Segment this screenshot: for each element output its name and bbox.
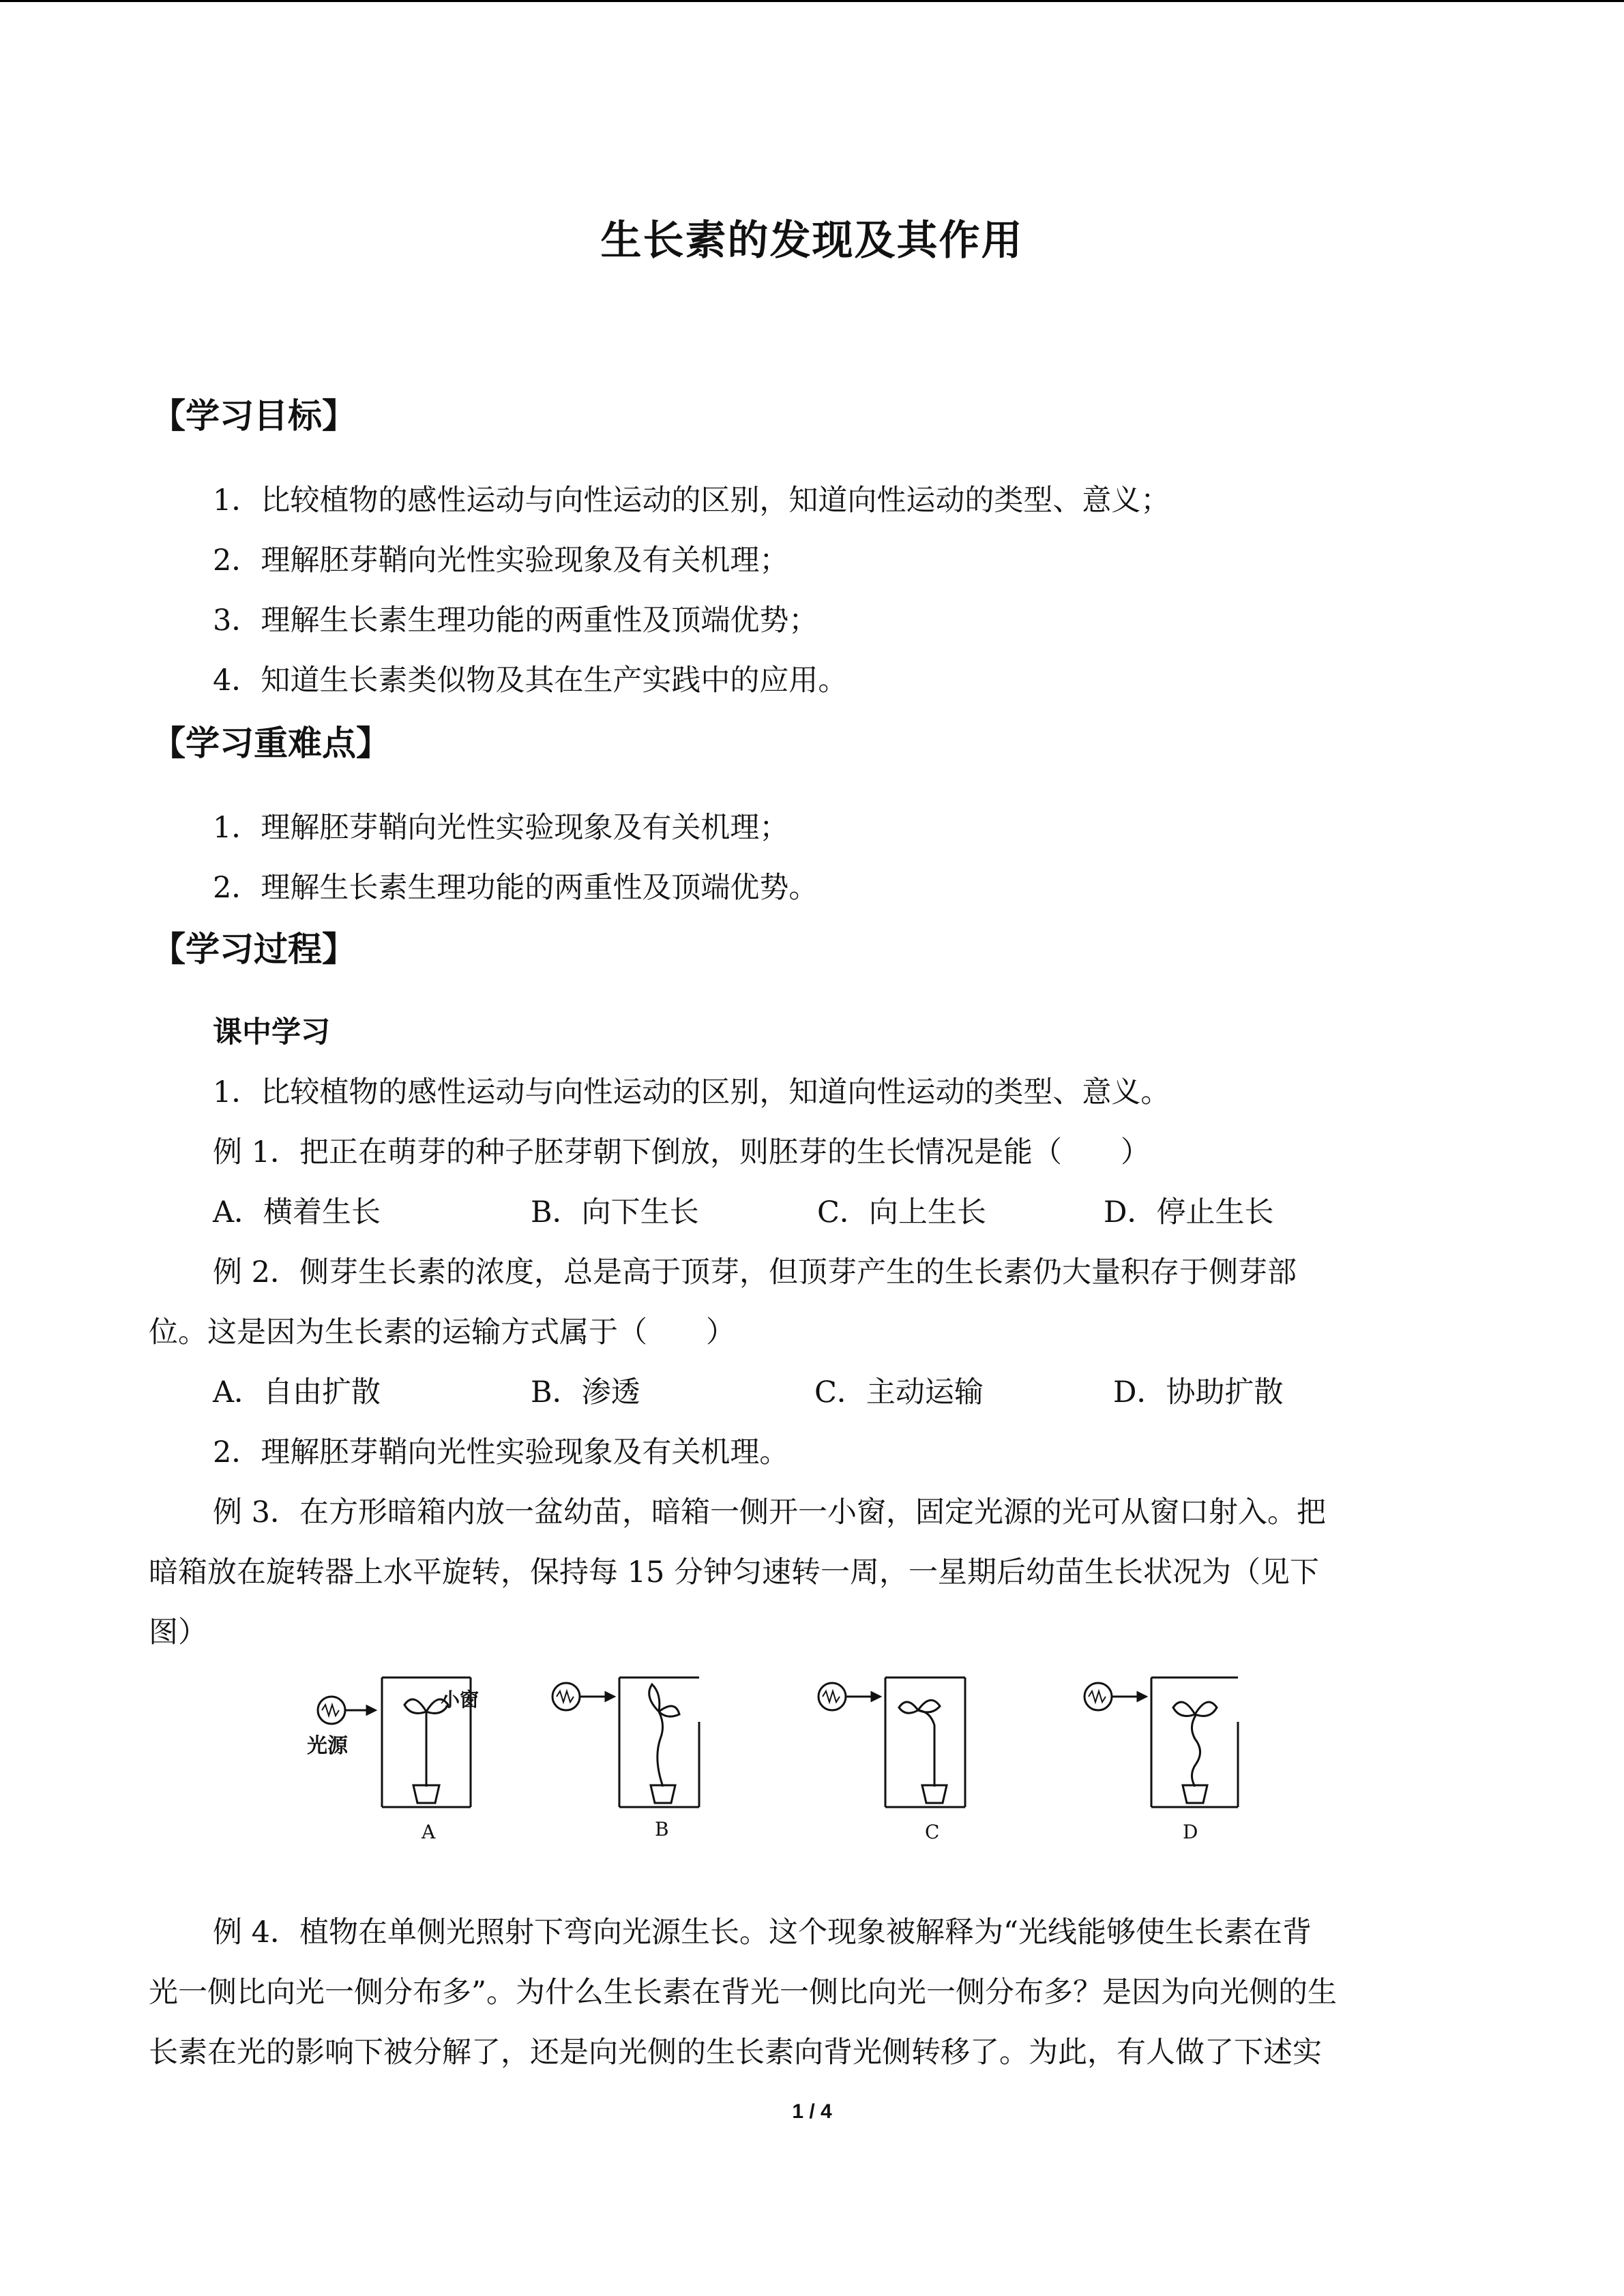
heading-process: 【学习过程】: [151, 929, 356, 969]
panel-label-d: D: [1183, 1821, 1198, 1843]
seedling-figure: [307, 1664, 1344, 1855]
example-1-option-b: B．向下生长: [531, 1195, 699, 1229]
example-2-option-c: C．主动运输: [814, 1375, 984, 1410]
objective-item-4: 4．知道生长素类似物及其在生产实践中的应用。: [213, 664, 848, 698]
example-1-stem: 例 1．把正在萌芽的种子胚芽朝下倒放，则胚芽的生长情况是能（ ）: [213, 1135, 1151, 1169]
example-3-line-3: 图）: [149, 1615, 207, 1650]
panel-label-a: A: [422, 1821, 436, 1843]
example-2-stem-line-1: 例 2．侧芽生长素的浓度，总是高于顶芽，但顶芽产生的生长素仍大量积存于侧芽部: [213, 1255, 1297, 1289]
example-3-line-2: 暗箱放在旋转器上水平旋转，保持每 15 分钟匀速转一周，一星期后幼苗生长状况为（见下: [149, 1555, 1320, 1590]
subheading-in-class: 课中学习: [213, 1015, 330, 1049]
panel-d: [1084, 1678, 1238, 1807]
objective-item-2: 2．理解胚芽鞘向光性实验现象及有关机理；: [213, 543, 789, 578]
process-point-2: 2．理解胚芽鞘向光性实验现象及有关机理。: [213, 1435, 789, 1470]
example-2-stem-line-2: 位。这是因为生长素的运输方式属于（ ）: [149, 1315, 735, 1350]
objective-item-1: 1．比较植物的感性运动与向性运动的区别，知道向性运动的类型、意义；: [213, 483, 1170, 518]
keypoint-item-2: 2．理解生长素生理功能的两重性及顶端优势。: [213, 871, 818, 905]
heading-objectives: 【学习目标】: [151, 396, 356, 436]
panel-b: [552, 1678, 699, 1807]
example-1-option-d: D．停止生长: [1104, 1195, 1274, 1229]
example-2-option-d: D．协助扩散: [1113, 1375, 1284, 1410]
panel-label-b: B: [655, 1818, 669, 1840]
page-title: 生长素的发现及其作用: [600, 217, 1024, 265]
panel-label-c: C: [925, 1821, 940, 1843]
example-3-line-1: 例 3．在方形暗箱内放一盆幼苗，暗箱一侧开一小窗，固定光源的光可从窗口射入。把: [213, 1495, 1327, 1530]
example-4-line-3: 长素在光的影响下被分解了，还是向光侧的生长素向背光侧转移了。为此，有人做了下述实: [149, 2036, 1322, 2070]
example-2-option-a: A．自由扩散: [213, 1375, 381, 1410]
example-4-line-2: 光一侧比向光一侧分布多”。为什么生长素在背光一侧比向光一侧分布多？是因为向光侧的生: [149, 1976, 1337, 2010]
window-label: 小窗: [441, 1688, 479, 1711]
example-4-line-1: 例 4．植物在单侧光照射下弯向光源生长。这个现象被解释为“光线能够使生长素在背: [213, 1915, 1312, 1950]
heading-keypoints: 【学习重难点】: [151, 724, 390, 763]
panel-c: [818, 1678, 965, 1807]
top-rule: [0, 0, 1624, 2]
example-1-option-a: A．横着生长: [213, 1195, 381, 1229]
light-source-label: 光源: [307, 1734, 348, 1758]
objective-item-3: 3．理解生长素生理功能的两重性及顶端优势；: [213, 603, 818, 638]
page-number: 1 / 4: [792, 2100, 832, 2123]
example-1-option-c: C．向上生长: [817, 1195, 986, 1229]
process-point-1: 1．比较植物的感性运动与向性运动的区别，知道向性运动的类型、意义。: [213, 1075, 1170, 1109]
keypoint-item-1: 1．理解胚芽鞘向光性实验现象及有关机理；: [213, 811, 789, 845]
example-2-option-b: B．渗透: [531, 1375, 640, 1410]
